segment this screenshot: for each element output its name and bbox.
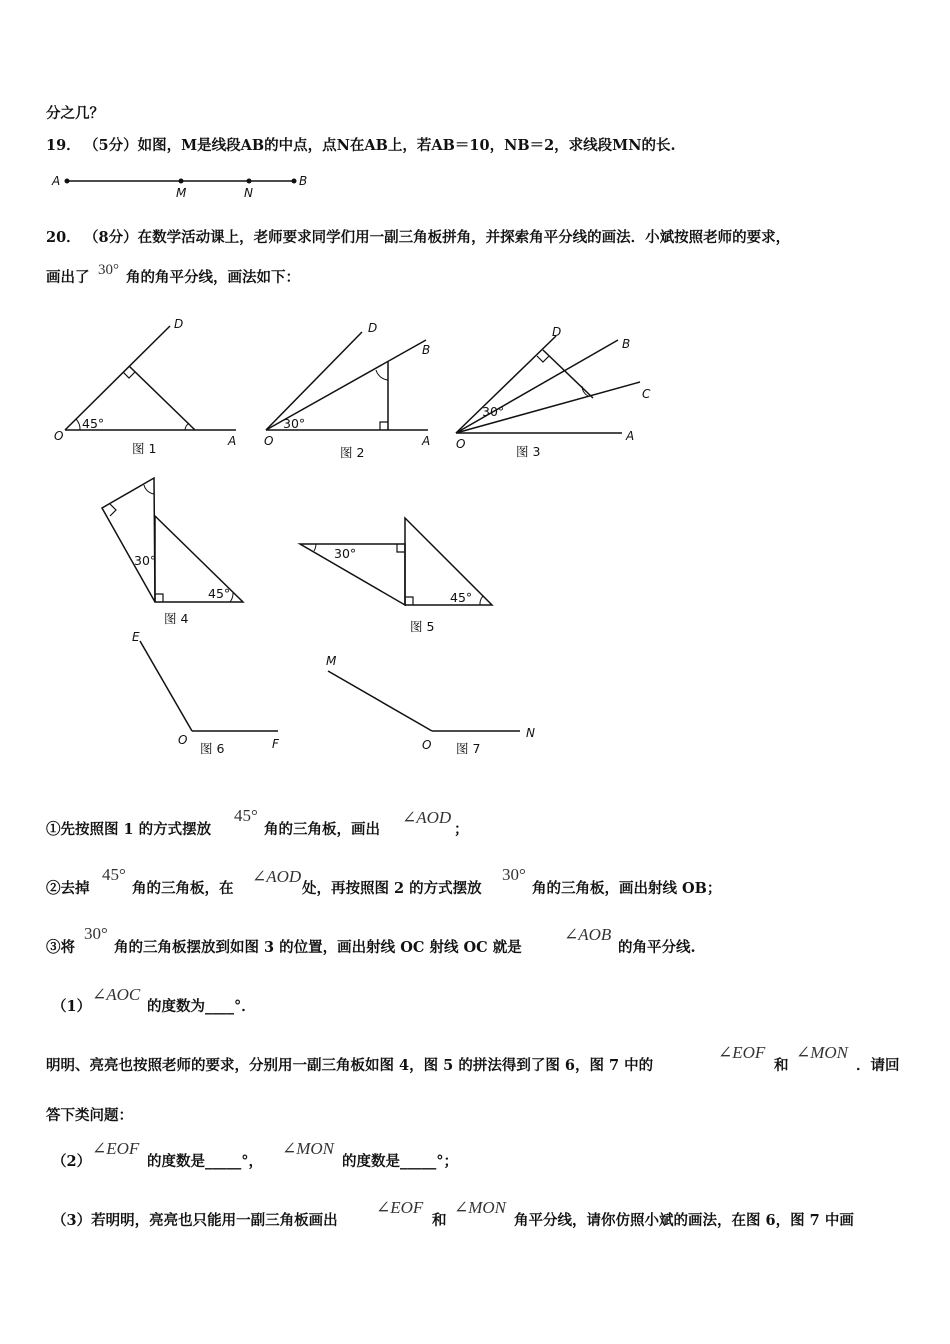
step3-text-b: 角的三角板摆放到如图 3 的位置，画出射线 OC 射线 OC 就是 <box>114 939 522 956</box>
deg-30-inline: 30° <box>98 262 119 278</box>
part3-text-b: 和 <box>432 1212 447 1229</box>
figures-1-3 <box>40 310 680 470</box>
point-a-label: A <box>52 174 61 188</box>
para-text-line2: 答下类问题： <box>46 1107 133 1124</box>
fig5-angle-30: 30° <box>334 546 357 561</box>
part1-label: （1） <box>52 998 92 1015</box>
fig6-label-o: O <box>178 733 188 747</box>
step2-angle: ∠AOD <box>252 867 302 886</box>
part3-text-c: 角平分线，请你仿照小斌的画法，在图 6，图 7 中画 <box>514 1212 854 1229</box>
q20-intro-line2-b: 角的角平分线，画法如下： <box>126 269 300 286</box>
fig1-label-d: D <box>174 317 184 331</box>
figure-5 <box>300 518 492 634</box>
part1-text: 的度数为____°． <box>147 998 256 1015</box>
step2-text-a: ②去掉 <box>46 880 90 897</box>
part2-angle-eof: ∠EOF <box>92 1139 140 1158</box>
fig2-caption: 图 2 <box>340 445 365 460</box>
part2-angle-mon: ∠MON <box>282 1139 335 1158</box>
step3-text-a: ③将 <box>46 939 75 956</box>
step3-deg: 30° <box>84 924 108 943</box>
fig1-label-o: O <box>54 429 64 443</box>
fig2-label-o: O <box>264 434 274 448</box>
q19-segment-figure <box>40 168 330 202</box>
step1-text-a: ①先按照图 1 的方式摆放 <box>46 821 212 838</box>
part2-label: （2） <box>52 1153 92 1170</box>
fig3-label-o: O <box>456 437 466 451</box>
fig5-caption: 图 5 <box>410 619 435 634</box>
q20-intro-line1: （8分）在数学活动课上，老师要求同学们用一副三角板拼角，并探索角平分线的画法．小斌按照老师的要求， <box>84 229 791 246</box>
point-m-label: M <box>176 186 187 200</box>
figure-4 <box>102 478 243 626</box>
step1-deg: 45° <box>234 806 258 825</box>
part1-angle: ∠AOC <box>92 985 141 1004</box>
q18-tail-text: 分之几？ <box>46 105 104 122</box>
fig1-label-a: A <box>228 434 237 448</box>
step2-text-b: 角的三角板，在 <box>132 880 234 897</box>
fig7-label-o: O <box>422 738 432 752</box>
fig3-caption: 图 3 <box>516 444 541 459</box>
fig3-angle: 30° <box>482 404 505 419</box>
fig1-angle: 45° <box>82 416 105 431</box>
figure-1 <box>54 317 236 456</box>
point-n-label: N <box>244 186 253 200</box>
step2-text-c: 处，再按照图 2 的方式摆放 <box>302 880 482 897</box>
point-b-label: B <box>299 174 308 188</box>
figure-3 <box>456 325 651 459</box>
step2-deg: 45° <box>102 865 126 884</box>
step1-text-c: ； <box>454 821 469 838</box>
fig3-label-d: D <box>552 325 562 339</box>
fig2-angle: 30° <box>283 416 306 431</box>
step3-text-c: 的角平分线. <box>618 939 696 956</box>
fig7-caption: 图 7 <box>456 741 481 756</box>
para-text-c: ．请回 <box>856 1057 900 1074</box>
para-angle-mon: ∠MON <box>796 1043 849 1062</box>
para-text-a: 明明、亮亮也按照老师的要求，分别用一副三角板如图 4，图 5 的拼法得到了图 6，图 7 中的 <box>46 1057 654 1074</box>
q20-number: 20． <box>46 229 81 246</box>
part3-angle-mon: ∠MON <box>454 1198 507 1217</box>
fig6-label-f: F <box>272 737 279 751</box>
fig4-angle-30: 30° <box>134 553 157 568</box>
figures-4-5 <box>40 470 520 640</box>
part2-text-b: 的度数是_____°， <box>147 1153 263 1170</box>
figure-6 <box>132 630 280 756</box>
fig6-label-e: E <box>132 630 140 644</box>
q19-number: 19． <box>46 137 81 154</box>
para-text-b: 和 <box>774 1057 789 1074</box>
fig4-angle-45: 45° <box>208 586 231 601</box>
part3-text-a: （3）若明明，亮亮也只能用一副三角板画出 <box>52 1212 338 1229</box>
fig7-label-n: N <box>526 726 535 740</box>
figure-7 <box>326 654 535 756</box>
q19-text: （5分）如图，M是线段AB的中点，点N在AB上，若AB＝10，NB＝2，求线段MN的长. <box>84 137 676 154</box>
fig2-label-a: A <box>422 434 431 448</box>
fig2-label-d: D <box>368 321 378 335</box>
figure-2 <box>264 321 430 460</box>
step1-angle: ∠AOD <box>402 808 452 827</box>
fig4-caption: 图 4 <box>164 611 189 626</box>
step2-deg2: 30° <box>502 865 526 884</box>
fig3-label-b: B <box>622 337 631 351</box>
fig5-angle-45: 45° <box>450 590 473 605</box>
fig2-label-b: B <box>422 343 431 357</box>
step3-angle: ∠AOB <box>564 925 612 944</box>
fig7-label-m: M <box>326 654 337 668</box>
q20-intro-line2-a: 画出了 <box>46 269 90 286</box>
para-angle-eof: ∠EOF <box>718 1043 766 1062</box>
fig3-label-a: A <box>626 429 635 443</box>
part2-text-c: 的度数是_____°； <box>342 1153 458 1170</box>
fig6-caption: 图 6 <box>200 741 225 756</box>
fig1-caption: 图 1 <box>132 441 157 456</box>
fig3-label-c: C <box>642 387 651 401</box>
step1-text-b: 角的三角板，画出 <box>264 821 380 838</box>
part3-angle-eof: ∠EOF <box>376 1198 424 1217</box>
step2-text-d: 角的三角板，画出射线 OB； <box>532 880 722 897</box>
figures-6-7 <box>120 625 560 765</box>
